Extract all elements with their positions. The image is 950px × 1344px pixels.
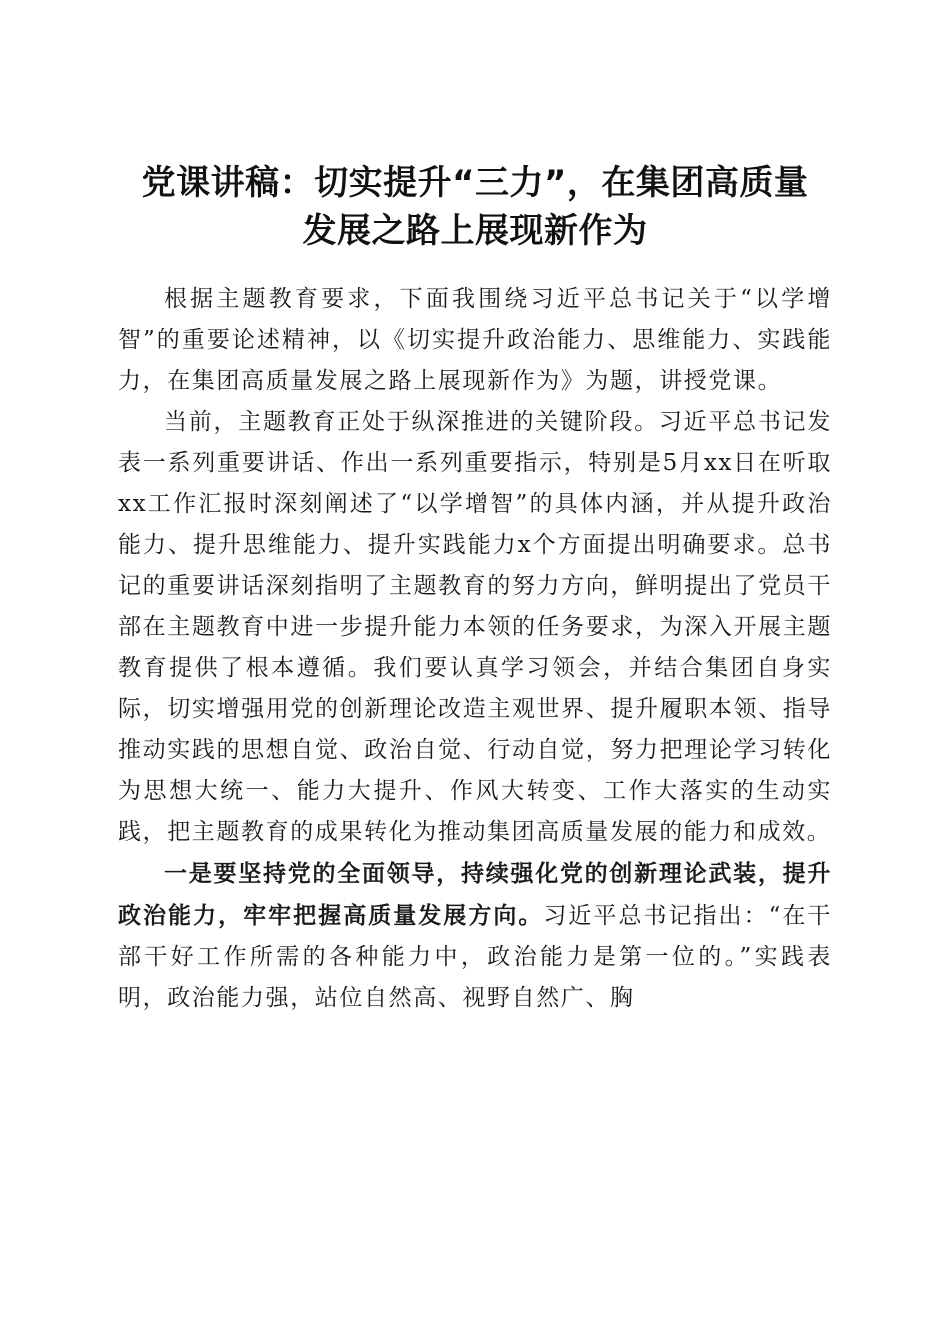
paragraph-point-one xyxy=(118,853,832,1019)
paragraph-intro xyxy=(118,279,832,402)
document-title xyxy=(100,159,850,255)
paragraph-context xyxy=(118,402,832,853)
paragraph-point-one-text: 习近平总书记指出：“在干部干好工作所需的各种能力中，政治能力是第一位的。”实践表明，政治能力强，站位自然高、视野自然广、胸 xyxy=(118,903,832,1011)
title-line-1: 党课讲稿：切实提升“三力”，在集团高质量 xyxy=(141,162,809,203)
paragraph-intro-text: 根据主题教育要求，下面我围绕习近平总书记关于“以学增智”的重要论述精神，以《切实提升政治能力、思维能力、实践能力，在集团高质量发展之路上展现新作为》为题，讲授党课。 xyxy=(118,286,832,394)
paragraph-point-one-lead: 一是要坚持党的全面领导，持续强化党的创新理论武装，提升政治能力，牢牢把握高质量发展方向。 xyxy=(118,860,832,929)
document-body xyxy=(118,279,832,1019)
title-line-2: 发展之路上展现新作为 xyxy=(302,210,648,251)
paragraph-context-text: 当前，主题教育正处于纵深推进的关键阶段。习近平总书记发表一系列重要讲话、作出一系列重要指示，特别是5月xx日在听取xx工作汇报时深刻阐述了“以学增智”的具体内涵，并从提升政治能力、提升思维能力、提升实践能力x个方面提出明确要求。总书记的重要讲话深刻指明了主题教育的努力方向，鲜明提出了党员干部在主题教育中进一步提升能力本领的任务要求，为深入开展主题教育提供了根本遵循。我们要认真学习领会，并结合集团自身实际，切实增强用党的创新理论改造主观世界、提升履职本领、指导推动实践的思想自觉、政治自觉、行动自觉，努力把理论学习转化为思想大统一、能力大提升、作风大转变、工作大落实的生动实践，把主题教育的成果转化为推动集团高质量发展的能力和成效。 xyxy=(118,409,832,845)
